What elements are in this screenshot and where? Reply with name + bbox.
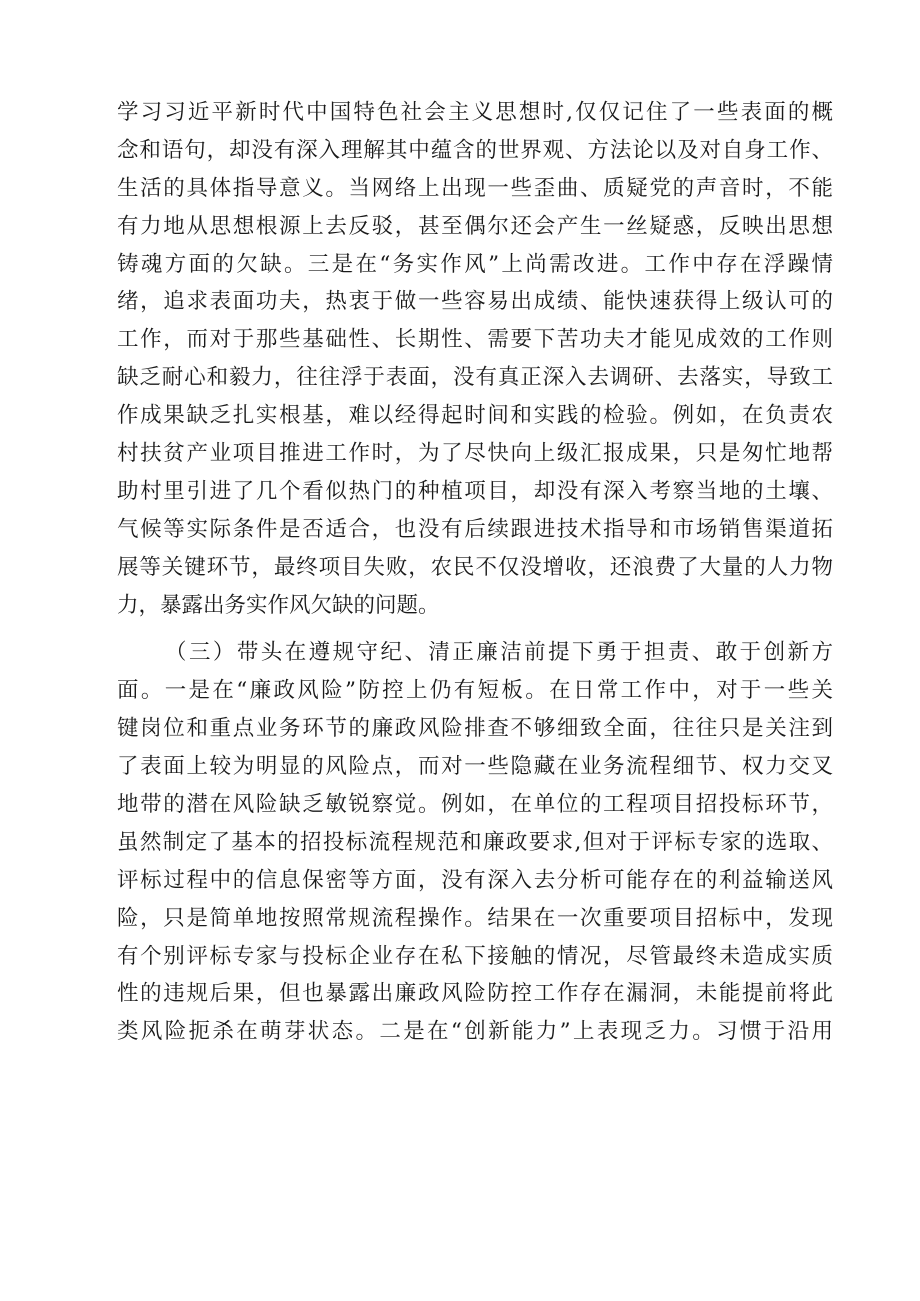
text-line: 生活的具体指导意义。当网络上出现一些歪曲、质疑党的声音时，不能 bbox=[117, 175, 833, 201]
text-line: 村扶贫产业项目推进工作时，为了尽快向上级汇报成果，只是匆忙地帮 bbox=[117, 441, 833, 467]
text-line: 有个别评标专家与投标企业存在私下接触的情况，尽管最终未造成实质 bbox=[117, 943, 833, 969]
text-line: 有力地从思想根源上去反驳，甚至偶尔还会产生一丝疑惑，反映出思想 bbox=[117, 213, 833, 239]
text-line: 学习习近平新时代中国特色社会主义思想时,仅仅记住了一些表面的概 bbox=[117, 100, 833, 125]
text-line: 缺乏耐心和毅力，往往浮于表面，没有真正深入去调研、去落实，导致工 bbox=[117, 365, 833, 391]
paragraph-2 bbox=[117, 634, 833, 1051]
section-heading-line: （三）带头在遵规守纪、清正廉洁前提下勇于担责、敢于创新方 bbox=[165, 640, 833, 666]
text-line: 面。一是在“廉政风险”防控上仍有短板。在日常工作中，对于一些关 bbox=[117, 678, 833, 704]
paragraph-gap bbox=[117, 624, 833, 634]
text-line: 力，暴露出务实作风欠缺的问题。 bbox=[117, 592, 440, 618]
text-line: 铸魂方面的欠缺。三是在“务实作风”上尚需改进。工作中存在浮躁情 bbox=[117, 251, 833, 277]
text-line: 险，只是简单地按照常规流程操作。结果在一次重要项目招标中，发现 bbox=[117, 905, 833, 931]
text-line: 虽然制定了基本的招投标流程规范和廉政要求,但对于评标专家的选取、 bbox=[117, 829, 833, 855]
text-line: 工作，而对于那些基础性、长期性、需要下苦功夫才能见成效的工作则 bbox=[117, 327, 833, 353]
text-line: 展等关键环节，最终项目失败，农民不仅没增收，还浪费了大量的人力物 bbox=[117, 554, 833, 580]
text-line: 评标过程中的信息保密等方面，没有深入去分析可能存在的利益输送风 bbox=[117, 867, 833, 893]
text-line: 键岗位和重点业务环节的廉政风险排查不够细致全面，往往只是关注到 bbox=[117, 716, 833, 742]
text-line: 性的违规后果，但也暴露出廉政风险防控工作存在漏洞，未能提前将此 bbox=[117, 981, 833, 1007]
text-line: 助村里引进了几个看似热门的种植项目，却没有深入考察当地的土壤、 bbox=[117, 478, 833, 504]
text-line: 类风险扼杀在萌芽状态。二是在“创新能力”上表现乏力。习惯于沿用 bbox=[117, 1019, 833, 1045]
text-line: 作成果缺乏扎实根基，难以经得起时间和实践的检验。例如，在负责农 bbox=[117, 403, 833, 429]
text-line: 气候等实际条件是否适合，也没有后续跟进技术指导和市场销售渠道拓 bbox=[117, 516, 833, 542]
text-line: 念和语句，却没有深入理解其中蕴含的世界观、方法论以及对自身工作、 bbox=[117, 137, 833, 163]
paragraph-1 bbox=[117, 94, 833, 624]
document-body bbox=[117, 94, 833, 1051]
text-line: 了表面上较为明显的风险点，而对一些隐藏在业务流程细节、权力交叉 bbox=[117, 754, 833, 780]
text-line: 地带的潜在风险缺乏敏锐察觉。例如，在单位的工程项目招投标环节， bbox=[117, 792, 833, 818]
text-line: 绪，追求表面功夫，热衷于做一些容易出成绩、能快速获得上级认可的 bbox=[117, 289, 833, 315]
